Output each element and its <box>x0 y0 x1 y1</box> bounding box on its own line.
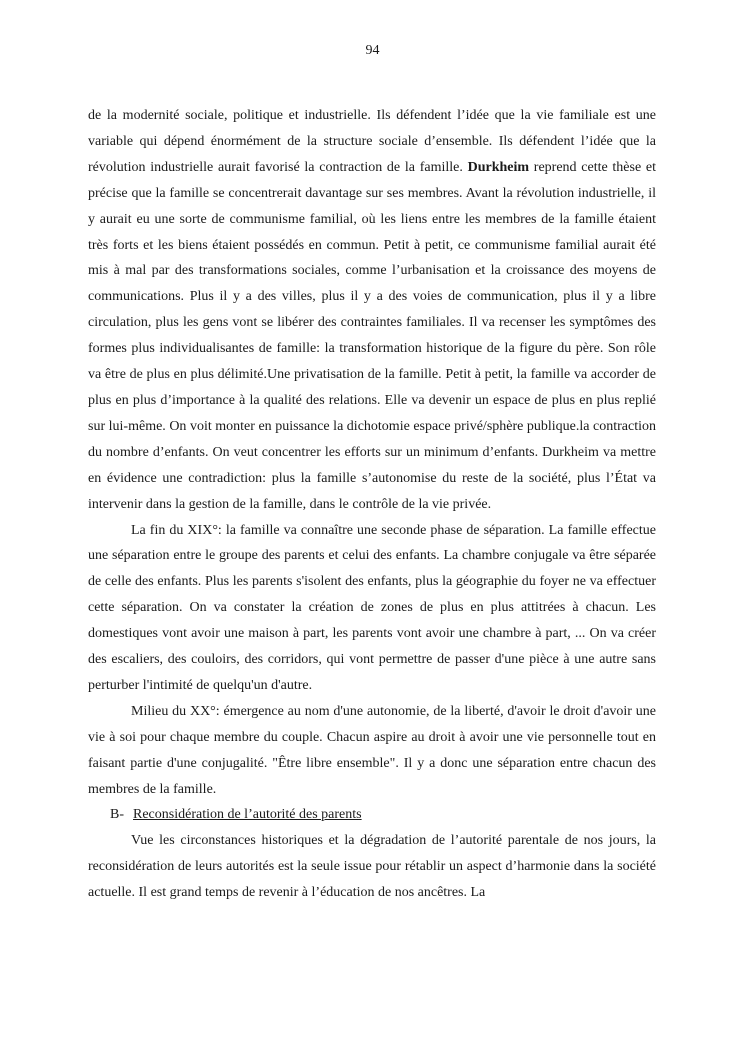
paragraph-1-text-start: de la modernité sociale, politique et industrielle. Ils défendent l’idée que la vie familiale est une variable qui dépend énormément de la structure sociale d’ensemble. Ils défendent l’idée que la révolution industrielle aurait favorisé la contraction de la famille. <box>88 108 656 175</box>
paragraph-2: La fin du XIX°: la famille va connaître une seconde phase de séparation. La famille effectue une séparation entre le groupe des parents et celui des enfants. La chambre conjugale va être séparée de celle des enfants. Plus les parents s'isolent des enfants, plus la géographie du foyer ne va effectuer cette séparation. On va constater la création de zones de plus en plus attitrées à chacun. Les domestiques vont avoir une maison à part, les parents vont avoir une chambre à part, ... On va créer des escaliers, des couloirs, des corridors, qui vont permettre de passer d'une pièce à une autre sans perturber l'intimité de quelqu'un d'autre. <box>88 522 656 693</box>
paragraph-1-text-end: reprend cette thèse et précise que la famille se concentrerait davantage sur ses membres. Avant la révolution industrielle, il y aurait eu une sorte de communisme familial, où les liens entre les membres de la famille étaient très forts et les biens étaient possédés en commun. Petit à petit, ce communisme familial aurait été mis à mal par des transformations sociales, comme l’urbanisation et la croissance des moyens de communications. Plus il y a des villes, plus il y a des voies de communication, plus il y a libre circulation, plus les gens vont se libérer des contraintes familiales. Il va recenser les symptômes des formes plus individualisantes de famille: la transformation historique de la figure du père. Son rôle va être de plus en plus délimité.Une privatisation de la famille. Petit à petit, la famille va accorder de plus en plus d’importance à la qualité des relations. Elle va devenir un espace de plus en plus replié sur lui-même. On voit monter en puissance la dichotomie espace privé/sphère publique.la contraction du nombre d’enfants. On veut concentrer les efforts sur un minimum d’enfants. Durkheim va mettre en évidence une contradiction: plus la famille s’autonomise du reste de la société, plus l’État va intervenir dans la gestion de la famille, dans le contrôle de la vie privée. <box>88 159 657 512</box>
page-number: 94 <box>365 43 380 58</box>
paragraph-1 <box>88 103 656 518</box>
section-heading-title: Reconsidération de l’autorité des parents <box>133 807 362 823</box>
section-heading-label: B- <box>110 807 124 823</box>
section-heading <box>88 802 656 828</box>
paragraph-3: Milieu du XX°: émergence au nom d'une autonomie, de la liberté, d'avoir le droit d'avoir une vie à soi pour chaque membre du couple. Chacun aspire au droit à avoir une vie personnelle tout en faisant partie d'une conjugalité. "Être libre ensemble". Il y a donc une séparation entre chacun des membres de la famille. <box>88 703 656 797</box>
body-text <box>88 103 656 906</box>
paragraph-4: Vue les circonstances historiques et la dégradation de l’autorité parentale de nos jours, la reconsidération de leurs autorités est la seule issue pour rétablir un aspect d’harmonie dans la société actuelle. Il est grand temps de revenir à l’éducation de nos ancêtres. La <box>88 833 656 901</box>
durkheim-bold: Durkheim <box>467 159 530 175</box>
